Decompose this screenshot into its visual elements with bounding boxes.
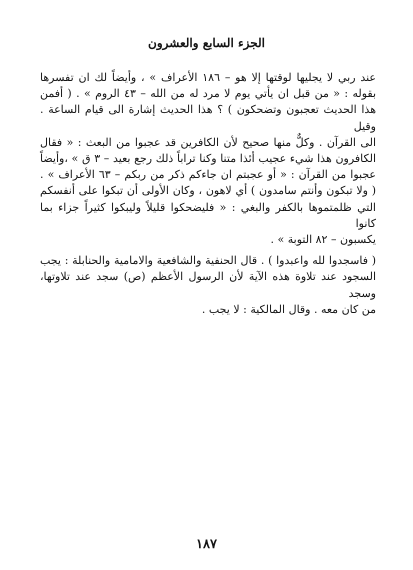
text-line: بقوله : « من قبل ان يأتي يوم لا مرد له من الله – ٤٣ الروم » . ( أفمن: [40, 87, 377, 101]
text-line: التي ظلمتموها بالكفر والبغي : « فليضحكوا قليلاً وليبكوا كثيراً جزاء بما كانوا: [40, 200, 376, 230]
running-header: الجزء السابع والعشرون: [148, 36, 265, 50]
text-line: الكافرون هذا شيء عجيب أئذا متنا وكنا تراباً ذلك رجع بعيد – ٣ ق » ،وأيضاً: [40, 152, 376, 166]
text-line: يكسبون – ٨٢ التوبة » .: [270, 233, 376, 247]
text-line: السجود عند تلاوة هذه الآية لأن الرسول الأعظم (ص) سجد عند تلاوتها، وسجد: [40, 270, 376, 300]
text-line: ( فاسجدوا لله واعبدوا ) . قال الحنفية والشافعية والامامية والحنابلة : يجب: [40, 254, 376, 268]
text-line: ( ولا تبكون وأنتم سامدون ) أي لاهون ، وكان الأولى أن تبكوا على أنفسكم: [40, 184, 376, 198]
body-text: [40, 70, 376, 318]
text-line: عجبوا من القرآن : « أو عجبتم ان جاءكم ذكر من ربكم – ٦٣ الأعراف » .: [40, 168, 376, 182]
text-line: الى القرآن . وكلٌّ منها صحيح لأن الكافرين قد عجبوا من البعث : « فقال: [40, 135, 376, 149]
paragraph: [40, 253, 376, 318]
text-line: هذا الحديث تعجبون وتضحكون ) ؟ هذا الحديث إشارة الى قيام الساعة . وقيل: [40, 103, 376, 133]
page-number: ١٨٧: [196, 537, 217, 552]
text-line: من كان معه . وقال المالكية : لا يجب .: [201, 302, 376, 316]
text-line: عند ربي لا يجليها لوقتها إلا هو – ١٨٦ الأعراف » ، وأيضاً لك ان تفسرها: [40, 71, 376, 84]
paragraph: [40, 70, 376, 248]
